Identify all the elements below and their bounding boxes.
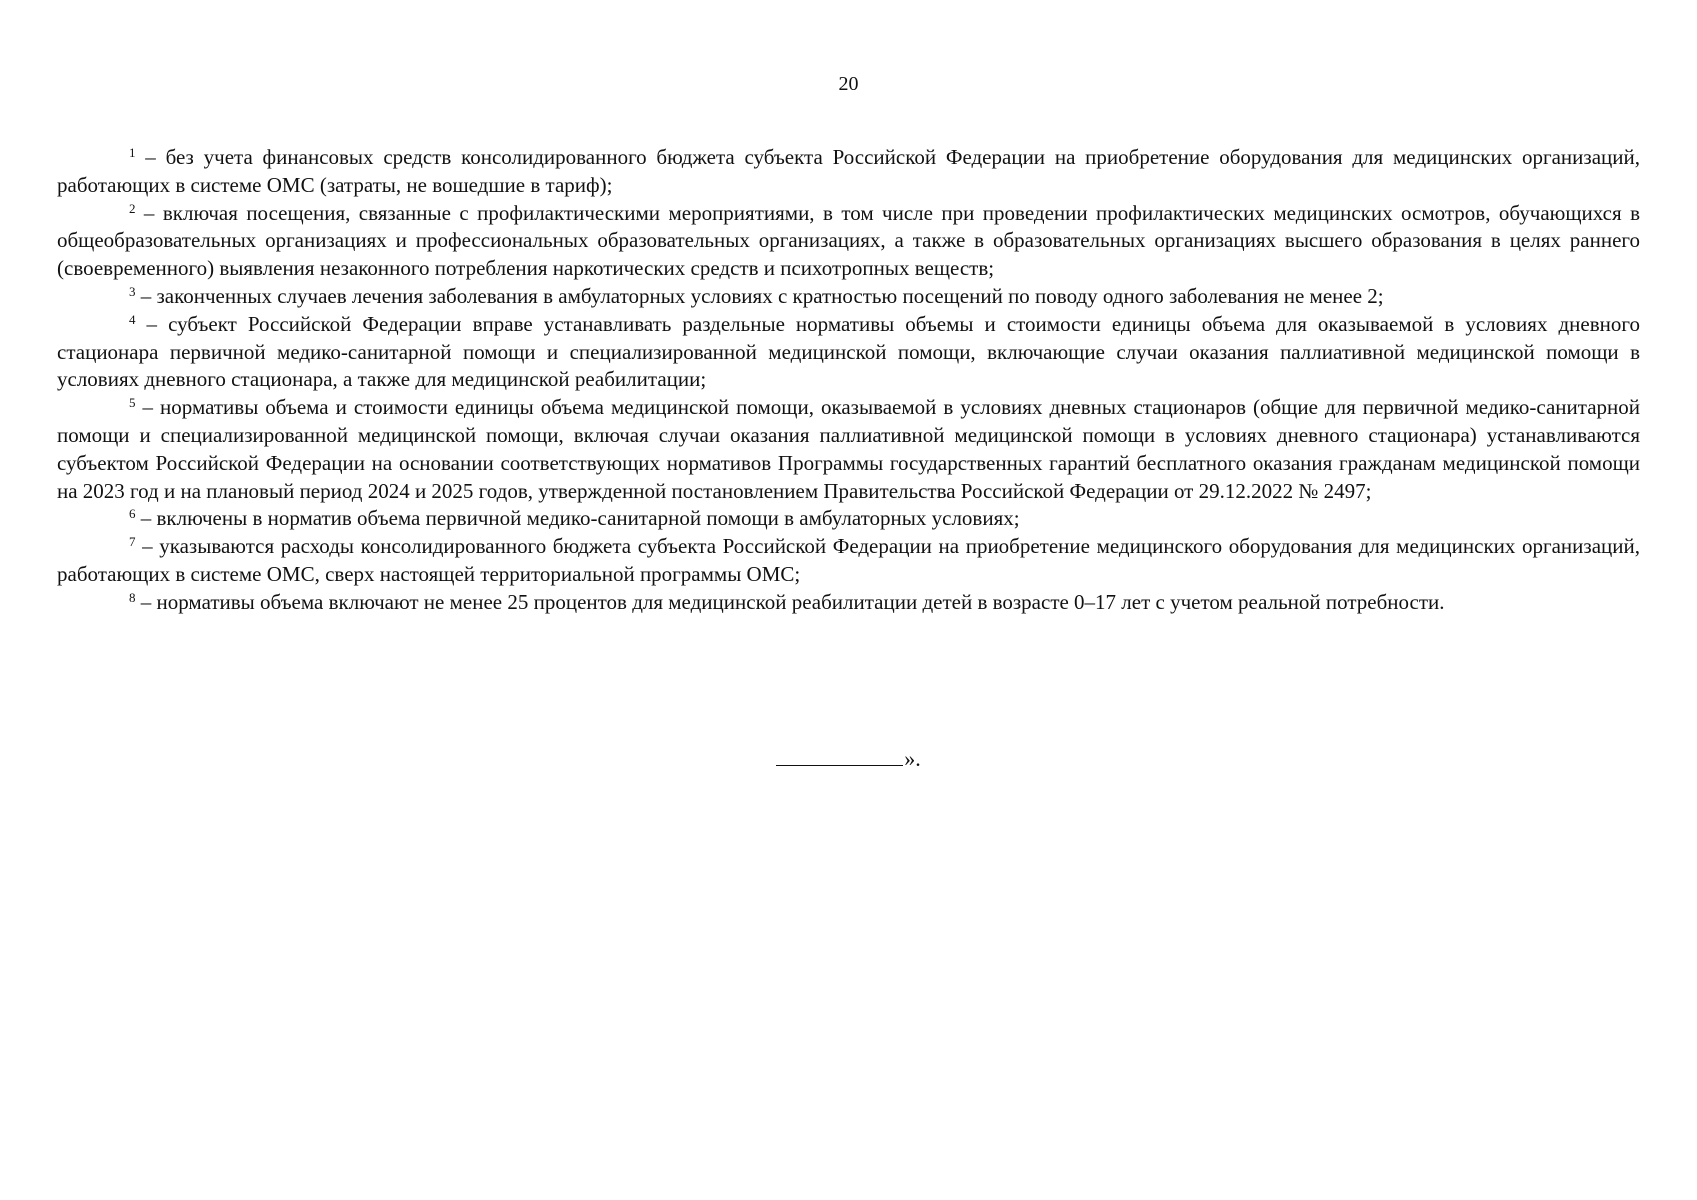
page-number: 20 xyxy=(838,73,859,95)
footnote-text: – включая посещения, связанные с профилактическими мероприятиями, в том числе при проведении профилактических медицинских осмотров, обучающихся в общеобразовательных организациях и профессиональных образовательных организациях, а также в образовательных организациях высшего образования в целях раннего (своевременного) выявления незаконного потребления наркотических средств и психотропных веществ; xyxy=(57,200,1640,281)
footnote-1 xyxy=(57,144,1640,200)
closing-underline xyxy=(776,747,903,766)
footnote-text: – субъект Российской Федерации вправе устанавливать раздельные нормативы объемы и стоимости единицы объема для оказываемой в условиях дневного стационара первичной медико-санитарной помощи и специализированной медицинской помощи, включающие случаи оказания паллиативной медицинской помощи в условиях дневного стационара, а также для медицинской реабилитации; xyxy=(57,311,1640,392)
footnote-marker: 1 xyxy=(129,145,136,160)
closing-quote-mark: ». xyxy=(904,746,921,771)
closing-line xyxy=(0,746,1697,772)
footnote-marker: 2 xyxy=(129,200,136,216)
footnote-5 xyxy=(57,394,1640,505)
footnote-8 xyxy=(57,589,1640,617)
footnote-4 xyxy=(57,311,1640,394)
footnote-text: – без учета финансовых средств консолидированного бюджета субъекта Российской Федерации на приобретение оборудования для медицинских организаций, работающих в системе ОМС (затраты, не вошедшие в тариф); xyxy=(57,145,1640,197)
footnote-marker: 8 xyxy=(129,589,136,605)
footnote-marker: 5 xyxy=(129,395,136,411)
footnotes-list xyxy=(57,144,1640,617)
footnote-text: – нормативы объема и стоимости единицы объема медицинской помощи, оказываемой в условиях дневных стационаров (общие для первичной медико-санитарной помощи и специализированной медицинской помощи, включая случаи оказания паллиативной медицинской помощи в условиях дневного стационара) устанавливаются субъектом Российской Федерации на основании соответствующих нормативов Программы государственных гарантий бесплатного оказания гражданам медицинской помощи на 2023 год и на плановый период 2024 и 2025 годов, утвержденной постановлением Правительства Российской Федерации от 29.12.2022 № 2497; xyxy=(57,395,1640,503)
footnote-marker: 7 xyxy=(129,534,136,550)
footnote-3 xyxy=(57,283,1640,311)
footnote-text: – указываются расходы консолидированного бюджета субъекта Российской Федерации на приобретение медицинского оборудования для медицинских организаций, работающих в системе ОМС, сверх настоящей территориальной программы ОМС; xyxy=(57,534,1640,586)
footnote-marker: 3 xyxy=(129,283,136,299)
footnote-text: – законченных случаев лечения заболевания в амбулаторных условиях с кратностью посещений по поводу одного заболевания не менее 2; xyxy=(135,283,1384,308)
footnote-6 xyxy=(57,505,1640,533)
footnote-text: – включены в норматив объема первичной медико-санитарной помощи в амбулаторных условиях; xyxy=(135,506,1020,531)
footnote-7 xyxy=(57,533,1640,589)
footnote-text: – нормативы объема включают не менее 25 процентов для медицинской реабилитации детей в возрасте 0–17 лет с учетом реальной потребности. xyxy=(135,589,1445,614)
footnote-2 xyxy=(57,200,1640,283)
footnote-marker: 4 xyxy=(129,311,136,327)
footnote-marker: 6 xyxy=(129,506,136,522)
